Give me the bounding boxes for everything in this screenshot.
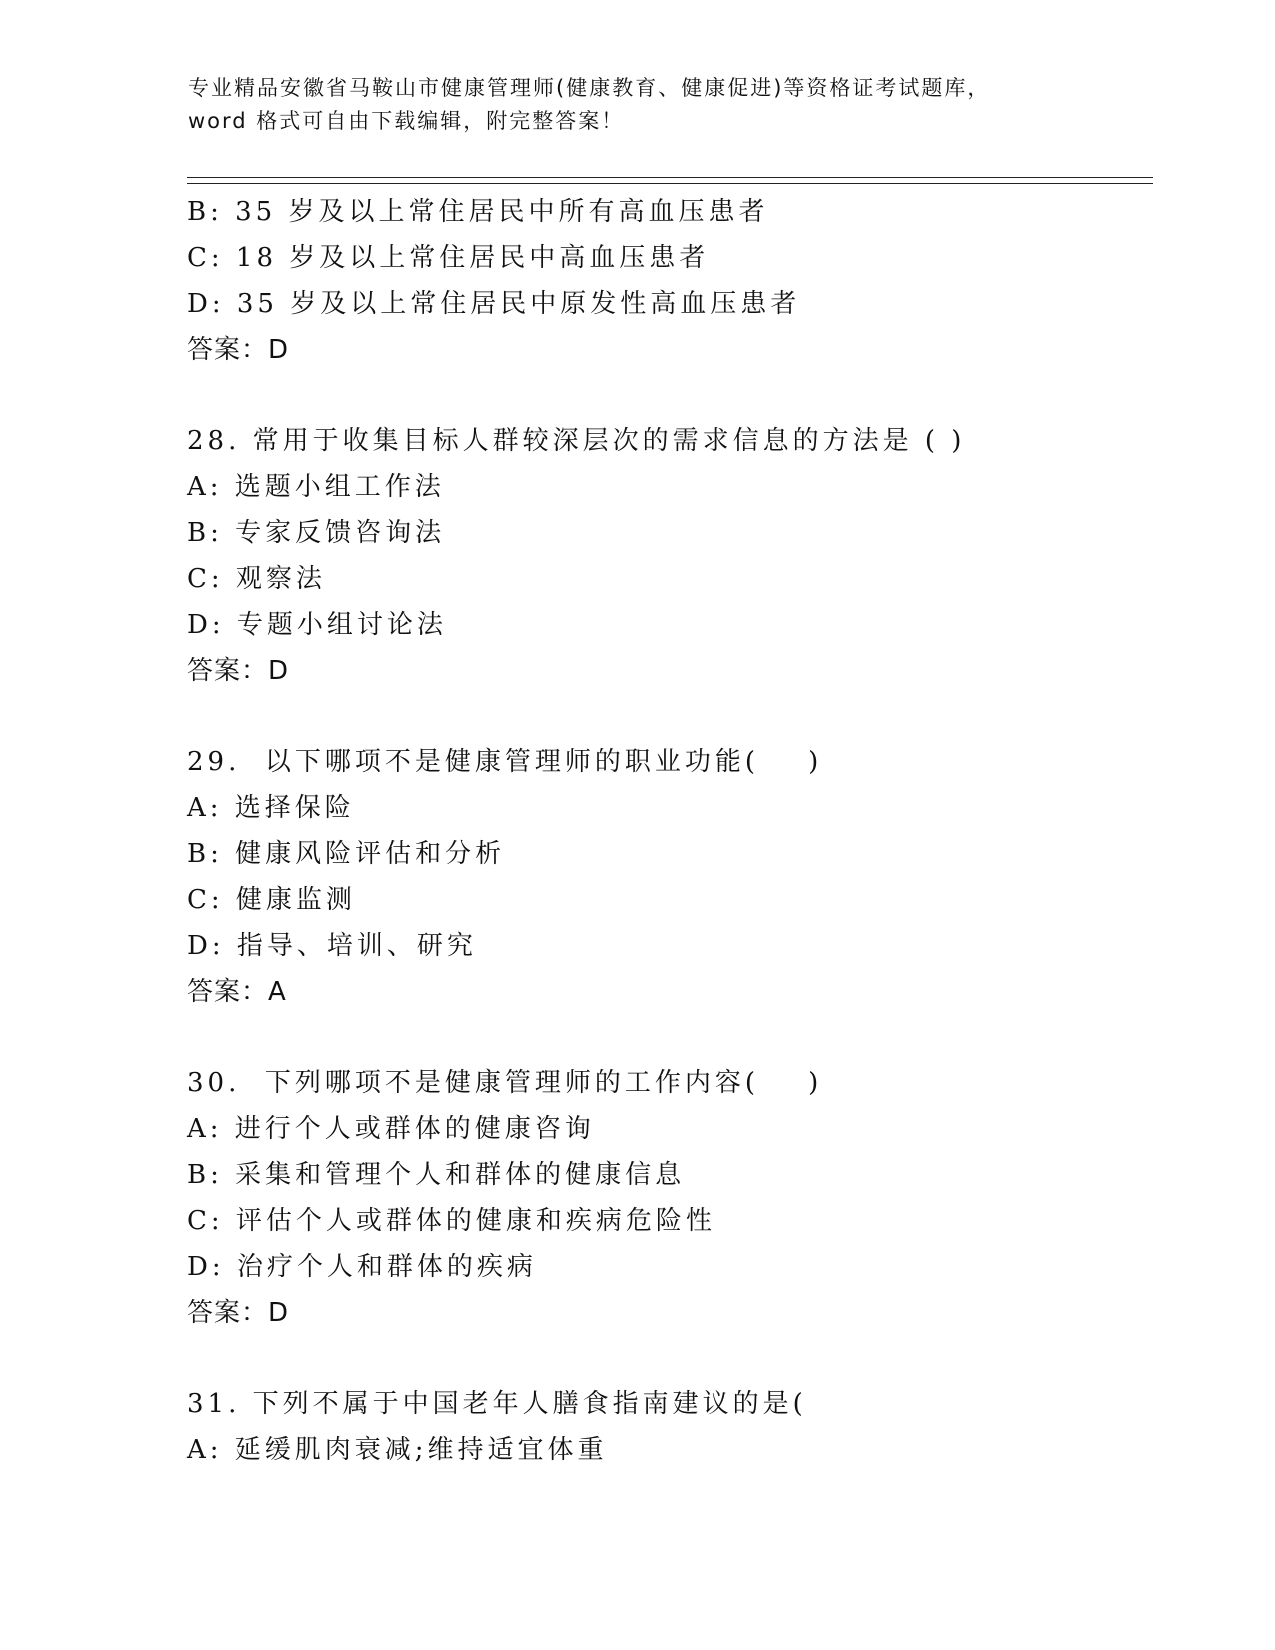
question-text: 29. 以下哪项不是健康管理师的职业功能( ) [187,747,823,777]
question-30-block [187,1060,1147,1336]
question-text: 28. 常用于收集目标人群较深层次的需求信息的方法是 ( ) [187,426,966,456]
option-b: B: 35 岁及以上常住居民中所有高血压患者 [187,197,769,227]
option-c: C: 18 岁及以上常住居民中高血压患者 [187,243,710,273]
answer-label: 答案：D [187,656,290,686]
answer-label: 答案：D [187,1298,290,1328]
option-d: D: 治疗个人和群体的疾病 [187,1252,537,1282]
answer-label: 答案：A [187,977,287,1007]
option-a: A: 延缓肌肉衰减;维持适宜体重 [187,1435,608,1465]
option-c: C: 观察法 [187,564,326,594]
question-29-block [187,739,1147,1015]
option-a: A: 选题小组工作法 [187,472,445,502]
option-c: C: 健康监测 [187,885,356,915]
question-27-block [187,189,1147,373]
option-d: D: 专题小组讨论法 [187,610,447,640]
option-c: C: 评估个人或群体的健康和疾病危险性 [187,1206,716,1236]
option-b: B: 健康风险评估和分析 [187,839,506,869]
question-text: 31. 下列不属于中国老年人膳食指南建议的是( [187,1389,807,1419]
question-text: 30. 下列哪项不是健康管理师的工作内容( ) [187,1068,823,1098]
answer-label: 答案：D [187,335,290,365]
option-b: B: 专家反馈咨询法 [187,518,446,548]
option-b: B: 采集和管理个人和群体的健康信息 [187,1160,686,1190]
header-divider-top [187,177,1153,178]
question-31-block [187,1381,1147,1473]
header-divider-bottom [187,183,1153,184]
page-header [188,72,1068,138]
option-d: D: 指导、培训、研究 [187,931,477,961]
option-a: A: 进行个人或群体的健康咨询 [187,1114,595,1144]
header-line-1: 专业精品安徽省马鞍山市健康管理师(健康教育、健康促进)等资格证考试题库， [188,76,991,100]
option-a: A: 选择保险 [187,793,355,823]
header-line-2: word 格式可自由下载编辑，附完整答案！ [188,109,625,133]
question-28-block [187,418,1147,694]
question-list [187,189,1147,1473]
option-d: D: 35 岁及以上常住居民中原发性高血压患者 [187,289,801,319]
